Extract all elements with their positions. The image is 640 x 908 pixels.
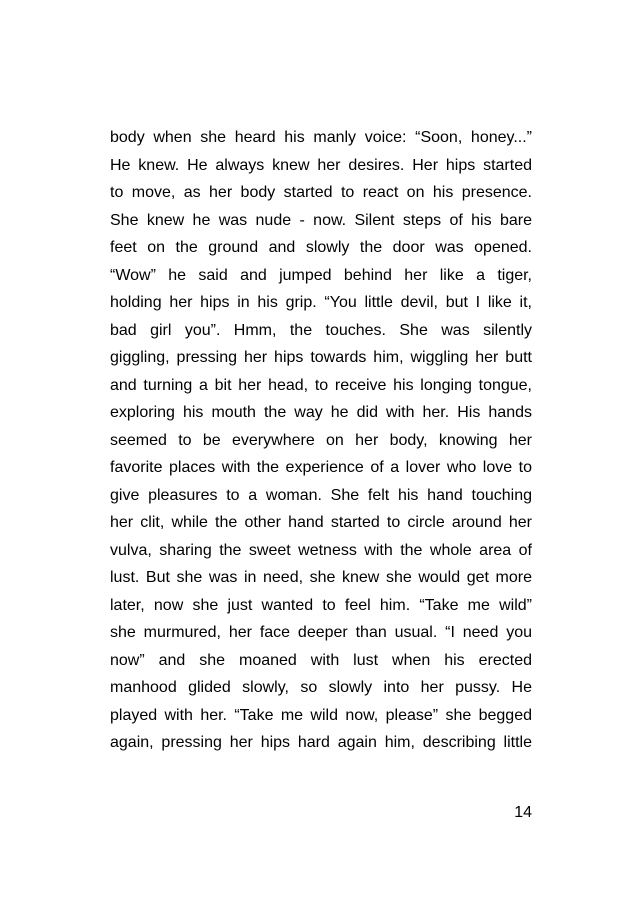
page-number: 14 <box>514 804 532 821</box>
text-line: vulva, sharing the sweet wetness with the whole area of <box>110 541 532 559</box>
text-line: favorite places with the experience of a lover who love to <box>110 459 532 476</box>
text-line: “Wow” he said and jumped behind her like a tiger, <box>110 266 532 284</box>
body-text <box>110 124 532 757</box>
text-line: giggling, pressing her hips towards him, wiggling her butt <box>110 349 532 366</box>
text-line: exploring his mouth the way he did with her. His hands <box>110 404 532 421</box>
text-line: He knew. He always knew her desires. Her hips started <box>110 156 532 174</box>
text-line: played with her. “Take me wild now, please” she begged <box>110 706 532 724</box>
text-line: she murmured, her face deeper than usual. “I need you <box>110 624 532 641</box>
text-line: again, pressing her hips hard again him, describing little <box>110 734 532 751</box>
text-line: her clit, while the other hand started to circle around her <box>110 514 532 531</box>
text-line: She knew he was nude - now. Silent steps of his bare <box>110 211 532 229</box>
text-line: and turning a bit her head, to receive his longing tongue, <box>110 376 532 394</box>
text-line: holding her hips in his grip. “You little devil, but I like it, <box>110 294 532 311</box>
text-line: now” and she moaned with lust when his erected <box>110 651 532 669</box>
text-line: body when she heard his manly voice: “Soon, honey...” <box>110 129 532 146</box>
text-line: bad girl you”. Hmm, the touches. She was silently <box>110 321 532 339</box>
text-line: lust. But she was in need, she knew she would get more <box>110 569 532 586</box>
text-line: feet on the ground and slowly the door was opened. <box>110 239 532 256</box>
text-line: manhood glided slowly, so slowly into her pussy. He <box>110 679 532 696</box>
text-line: give pleasures to a woman. She felt his hand touching <box>110 486 532 504</box>
text-line: later, now she just wanted to feel him. “Take me wild” <box>110 596 532 614</box>
text-line: seemed to be everywhere on her body, knowing her <box>110 431 532 449</box>
text-line: to move, as her body started to react on his presence. <box>110 184 532 201</box>
